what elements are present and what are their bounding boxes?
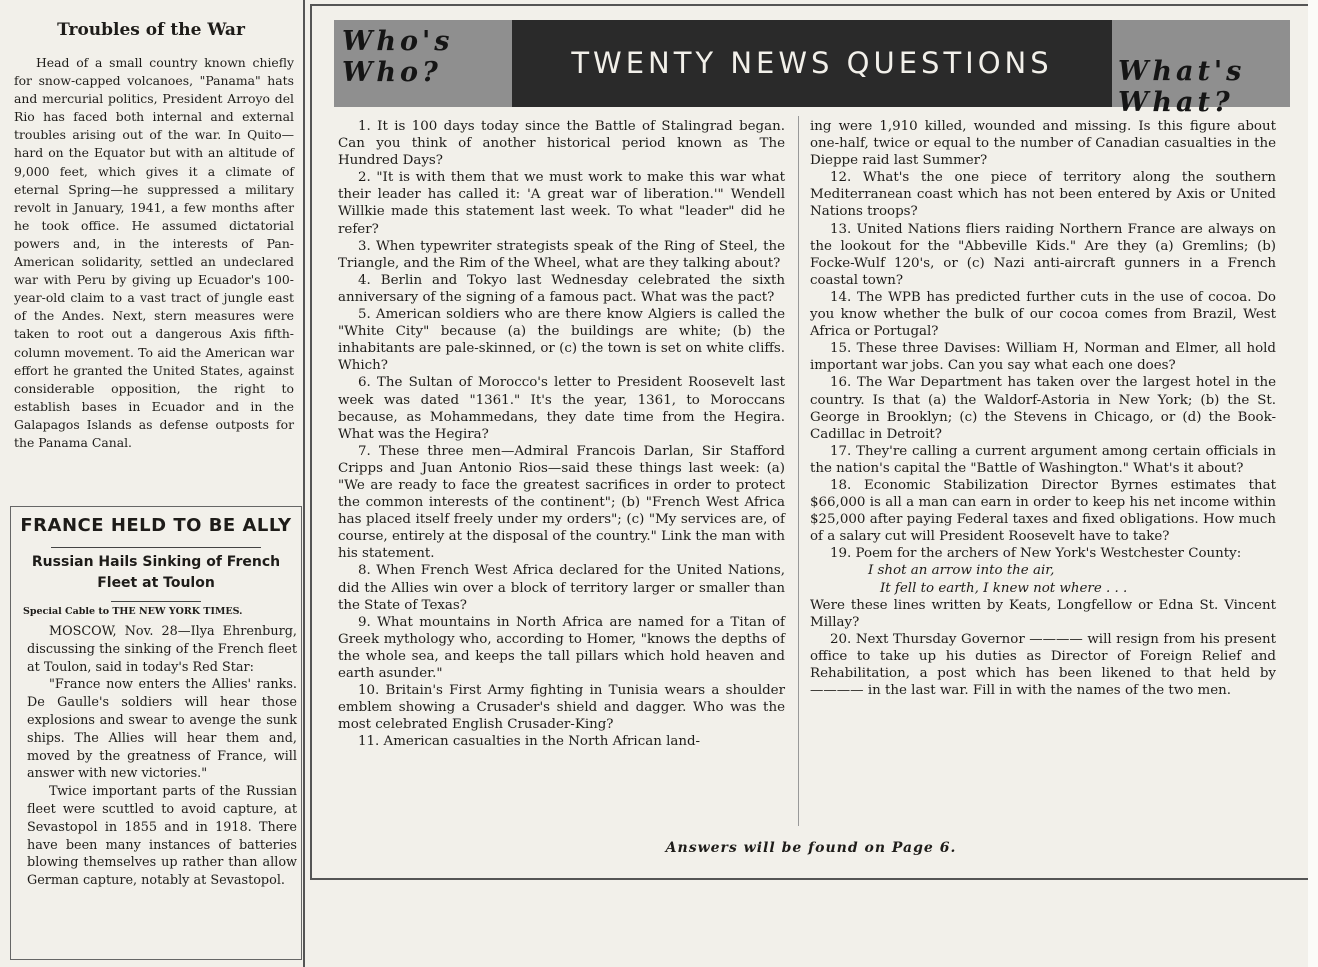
- whos-who-script: Who's Who?: [342, 26, 454, 88]
- quiz-box: [310, 4, 1312, 880]
- france-subhead: Russian Hails Sinking of French Fleet at Toulon: [31, 554, 281, 591]
- question: 18. Economic Stabilization Director Byrnes estimates that $66,000 is all a man can earn in order to keep his net income within $25,000 after paying Federal taxes and fixed obligations. How much of a salary cut will President Roosevelt have to take?: [810, 477, 1276, 545]
- article-body: Head of a small country known chiefly for snow-capped volcanoes, "Panama" hats and mercurial politics, President Arroyo del Rio has faced both internal and external troubles arising out of the war. In Quito—hard on the Equator but with an altitude of 9,000 feet, which gives it a climate of eternal Spring—he suppressed a military revolt in January, 1941, a few months after he took office. He assumed dictatorial powers and, in the interests of Pan-American solidarity, settled an undeclared war with Peru by giving up Ecuador's 100-year-old claim to a vast tract of jungle east of the Andes. Next, stern measures were taken to root out a dangerous Axis fifth-column movement. To aid the American war effort he granted the United States, against considerable opposition, the right to establish bases in Ecuador and in the Galapagos Islands as defense outposts for the Panama Canal.: [14, 55, 294, 450]
- question: 6. The Sultan of Morocco's letter to President Roosevelt last week was dated "1361." It's the year, 1361, to Moroccans because, as Mohammedans, they date time from the Hegira. What was the Hegira?: [338, 375, 785, 442]
- question: 7. These three men—Admiral Francois Darlan, Sir Stafford Cripps and Juan Antonio Rios—said these things last week: (a) "We are ready to face the greatest sacrifices in order to protect the common interests of the continent"; (b) "French West Africa has placed itself freely under my orders"; (c) "My services are, of course, entirely at the disposal of the country." Link the man with his statement.: [338, 443, 785, 562]
- question: 5. American soldiers who are there know Algiers is called the "White City" because (a) the buildings are white; (b) the inhabitants are pale-skinned, or (c) the town is set on white cliffs. Which?: [338, 307, 785, 374]
- question: 9. What mountains in North Africa are named for a Titan of Greek mythology who, according to Homer, "knows the depths of the whole sea, and keeps the tall pillars which hold heaven and earth asunder.": [338, 614, 785, 681]
- question: 1. It is 100 days today since the Battle of Stalingrad began. Can you think of another historical period known as The Hundred Days?: [338, 119, 785, 169]
- questions-column-2: [810, 118, 1276, 699]
- question: 2. "It is with them that we must work to make this war what their leader has called it: 'A great war of liberation.'" Wendell Willkie made this statement last week. To what "leader" did he refer?: [338, 170, 785, 237]
- poem-line: It fell to earth, I knew not where . . .: [880, 580, 1128, 596]
- article-headline: Troubles of the War: [57, 20, 245, 40]
- headline-rule: [51, 547, 261, 548]
- paragraph: MOSCOW, Nov. 28—Ilya Ehrenburg, discussing the sinking of the French fleet at Toulon, said in today's Red Star:: [27, 624, 297, 675]
- question: 12. What's the one piece of territory along the southern Mediterranean coast which has not been entered by Axis or United Nations troops?: [810, 170, 1276, 220]
- question: 3. When typewriter strategists speak of the Ring of Steel, the Triangle, and the Rim of the Wheel, what are they talking about?: [338, 238, 785, 271]
- question: 17. They're calling a current argument among certain officials in the nation's capital the "Battle of Washington." What's it about?: [810, 443, 1276, 476]
- quiz-title: TWENTY NEWS QUESTIONS: [571, 46, 1053, 80]
- paragraph: "France now enters the Allies' ranks. De Gaulle's soldiers will hear those explosions and swear to avenge the sunk ships. The Allies will hear them and, moved by the greatness of France, will answer with new victories.": [27, 677, 297, 782]
- page-margin: [1308, 0, 1318, 967]
- question: 8. When French West Africa declared for the United Nations, did the Allies win over a block of territory larger or smaller than the State of Texas?: [338, 563, 785, 613]
- paragraph: Twice important parts of the Russian fleet were scuttled to avoid capture, at Sevastopol in 1855 and in 1918. There have been many instances of batteries blowing themselves up rather than allow German capture, notably at Sevastopol.: [27, 784, 297, 889]
- poem-line: I shot an arrow into the air,: [868, 563, 1055, 579]
- question: 15. These three Davises: William H, Norman and Elmer, all hold important war jobs. Can you say what each one does?: [810, 341, 1276, 374]
- column-divider: [798, 116, 799, 826]
- france-article: [10, 506, 302, 960]
- question: Were these lines written by Keats, Longfellow or Edna St. Vincent Millay?: [810, 597, 1276, 630]
- question: ing were 1,910 killed, wounded and missing. Is this figure about one-half, twice or equal to the number of Canadian casualties in the Dieppe raid last Summer?: [810, 119, 1276, 169]
- question: 4. Berlin and Tokyo last Wednesday celebrated the sixth anniversary of the signing of a famous pact. What was the pact?: [338, 272, 785, 305]
- column-divider: [303, 0, 305, 967]
- whats-what-script: What's What?: [1118, 56, 1246, 118]
- question: 13. United Nations fliers raiding Northern France are always on the lookout for the "Abbeville Kids." Are they (a) Gremlins; (b) Focke-Wulf 120's, or (c) Nazi anti-aircraft gunners in a French coastal town?: [810, 221, 1276, 288]
- whats-what-panel: [1112, 20, 1290, 118]
- france-headline: FRANCE HELD TO BE ALLY: [20, 515, 292, 536]
- byline: Special Cable to THE NEW YORK TIMES.: [23, 606, 243, 617]
- question: 11. American casualties in the North African land-: [358, 734, 701, 750]
- whos-who-panel: [334, 20, 512, 107]
- left-column: [0, 0, 305, 967]
- question: 19. Poem for the archers of New York's Westchester County:: [830, 546, 1242, 562]
- quiz-banner: [334, 20, 1290, 118]
- subhead-rule: [111, 601, 201, 602]
- question: 16. The War Department has taken over the largest hotel in the country. Is that (a) the Waldorf-Astoria in New York; (b) the St. George in Brooklyn; (c) the Stevens in Chicago, or (d) the Book-Cadillac in Detroit?: [810, 375, 1276, 442]
- france-body: [27, 623, 297, 890]
- question: 10. Britain's First Army fighting in Tunisia wears a shoulder emblem showing a Crusader's shield and dagger. Who was the most celebrated English Crusader-King?: [338, 683, 785, 733]
- questions-column-1: [338, 118, 785, 750]
- question: 14. The WPB has predicted further cuts in the use of cocoa. Do you know whether the bulk of our cocoa comes from Brazil, West Africa or Portugal?: [810, 289, 1276, 340]
- question: 20. Next Thursday Governor ———— will resign from his present office to take up his duties as Director of Foreign Relief and Rehabilitation, a post which has been likened to that held by ———— in the last war. Fill in with the names of the two men.: [810, 631, 1276, 699]
- answers-note: Answers will be found on Page 6.: [665, 840, 957, 856]
